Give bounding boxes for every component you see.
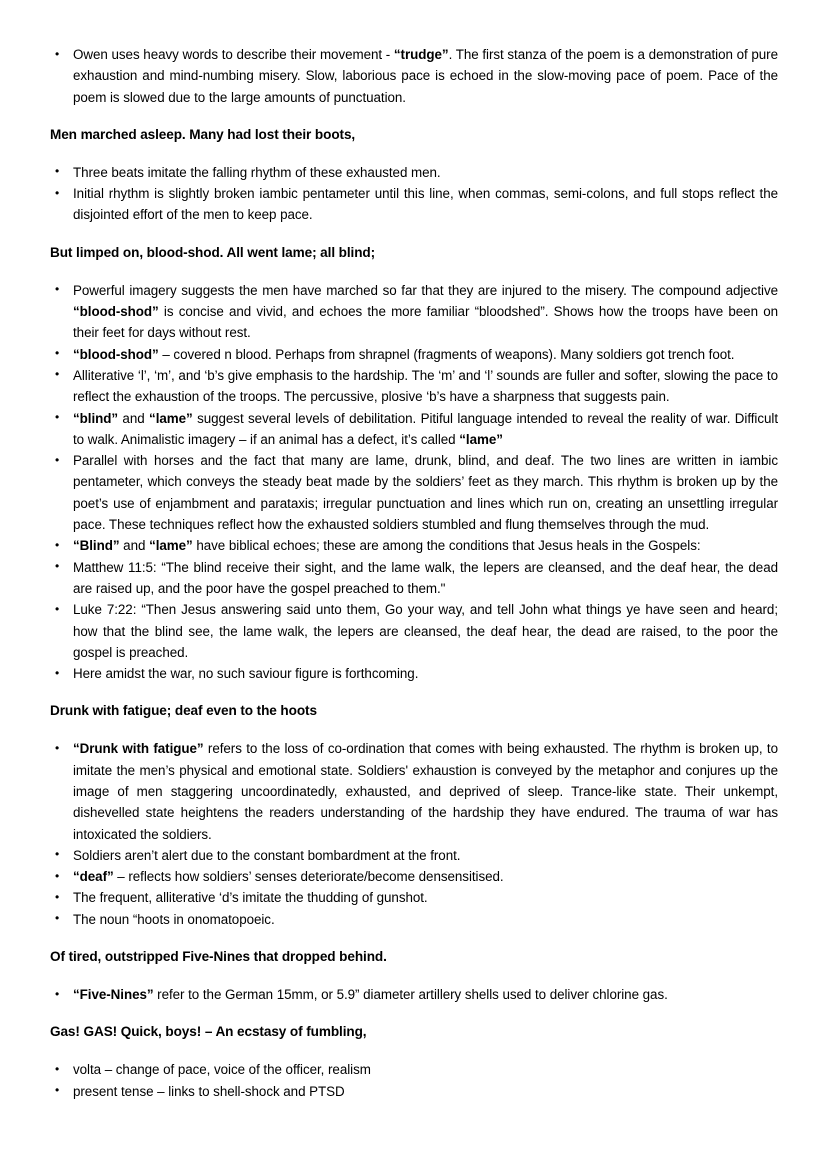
- emphasis-text: “trudge”: [393, 47, 449, 62]
- body-text: – covered n blood. Perhaps from shrapnel (fragments of weapons). Many soldiers got trench foot.: [158, 346, 735, 362]
- bullet-item: [50, 845, 778, 866]
- bullet-item: [50, 44, 778, 108]
- bullet-item: [50, 738, 778, 844]
- body-text: have biblical echoes; these are among the conditions that Jesus heals in the Gospels:: [192, 538, 701, 554]
- bullet-item: [50, 450, 778, 535]
- body-text: Alliterative ‘l’, ‘m’, and ‘b’s give emphasis to the hardship. The ‘m’ and ‘l’ sounds are fuller and softer, slowing the pace to reflect the exhaustion of the troops. The percussive, plosive ‘b’s have a sharpness that suggests pain.: [73, 367, 778, 405]
- bullet-item: [50, 1081, 778, 1102]
- body-text: Luke 7:22: “Then Jesus answering said unto them, Go your way, and tell John what things ye have seen and heard; how that the blind see, the lame walk, the lepers are cleansed, the deaf hear, the dead are raised, to the poor the gospel is preached.: [73, 602, 778, 660]
- body-text: Three beats imitate the falling rhythm of these exhausted men.: [73, 164, 441, 180]
- bullet-item: [50, 866, 778, 887]
- body-text: Parallel with horses and the fact that many are lame, drunk, blind, and deaf. The two lines are written in iambic pentameter, which conveys the steady beat made by the soldiers’ feet as they march. This rhythm is broken up by the poet’s use of enjambment and parataxis; irregular punctuation and lines which run on, creating an unsettling irregular pace. These techniques reflect how the exhausted soldiers stumbled and flung themselves through the mud.: [73, 453, 778, 533]
- emphasis-text: “lame”: [149, 538, 193, 554]
- bullet-item: [50, 887, 778, 908]
- body-text: The frequent, alliterative ‘d’s imitate the thudding of gunshot.: [73, 890, 428, 906]
- emphasis-text: “lame”: [149, 410, 193, 426]
- bullet-item: [50, 984, 778, 1005]
- body-text: . The first stanza of the poem is a demonstration of pure exhaustion and mind-numbing misery. Slow, laborious pace is echoed in the slow-moving pace of poem. Pace of the poem is slowed due to the large amounts of punctuation.: [73, 47, 778, 105]
- bullet-list: [50, 738, 778, 930]
- body-text: present tense – links to shell-shock and PTSD: [73, 1083, 345, 1099]
- body-text: Powerful imagery suggests the men have marched so far that they are injured to the misery. The compound adjective: [73, 282, 778, 298]
- poem-line-heading: Gas! GAS! Quick, boys! – An ecstasy of fumbling,: [50, 1024, 367, 1040]
- body-text: and: [118, 410, 150, 426]
- emphasis-text: “Drunk with fatigue”: [73, 741, 204, 757]
- body-text: volta – change of pace, voice of the officer, realism: [73, 1062, 371, 1078]
- bullet-item: [50, 557, 778, 600]
- document-body: [50, 44, 778, 1102]
- bullet-item: [50, 280, 778, 344]
- body-text: suggest several levels of debilitation. Pitiful language intended to reveal the reality of war. Difficult to walk. Animalistic imagery – if an animal has a defect, it’s called: [73, 410, 778, 447]
- bullet-item: [50, 408, 778, 451]
- bullet-list: [50, 984, 778, 1005]
- body-text: Here amidst the war, no such saviour figure is forthcoming.: [73, 666, 419, 682]
- body-text: Owen uses heavy words to describe their movement -: [73, 47, 394, 62]
- bullet-list: [50, 1059, 778, 1102]
- emphasis-text: “Blind”: [73, 538, 120, 554]
- emphasis-text: “Five-Nines”: [73, 987, 154, 1003]
- emphasis-text: “deaf”: [73, 869, 114, 885]
- body-text: The noun “hoots in onomatopoeic.: [73, 911, 275, 927]
- bullet-item: [50, 909, 778, 930]
- bullet-item: [50, 535, 778, 556]
- emphasis-text: “blood-shod”: [73, 346, 159, 362]
- body-text: is concise and vivid, and echoes the more familiar “bloodshed”. Shows how the troops have been on their feet for days without rest.: [73, 304, 778, 341]
- poem-line-heading: Of tired, outstripped Five-Nines that dropped behind.: [50, 949, 387, 965]
- body-text: Soldiers aren’t alert due to the constant bombardment at the front.: [73, 847, 461, 863]
- body-text: refers to the loss of co-ordination that comes with being exhausted. The rhythm is broken up, to imitate the men’s physical and emotional state. Soldiers' exhaustion is conveyed by the metaphor and conjures up the image of men staggering uncoordinatedly, exhausted, and deprived of sleep. Trance-like state. Their unkempt, dishevelled state heightens the readers understanding of the hardship they have endured. The trauma of war has intoxicated the soldiers.: [73, 741, 779, 842]
- body-text: and: [119, 538, 150, 554]
- bullet-list: [50, 44, 778, 108]
- bullet-item: [50, 365, 778, 408]
- bullet-item: [50, 162, 778, 183]
- bullet-list: [50, 280, 778, 685]
- emphasis-text: “blind”: [73, 410, 119, 426]
- body-text: Initial rhythm is slightly broken iambic pentameter until this line, when commas, semi-colons, and full stops reflect the disjointed effort of the men to keep pace.: [73, 186, 778, 223]
- body-text: Matthew 11:5: “The blind receive their sight, and the lame walk, the lepers are cleansed, and the deaf hear, the dead are raised up, and the poor have the gospel preached to them.": [73, 559, 778, 596]
- poem-line-heading: Men marched asleep. Many had lost their boots,: [50, 126, 356, 142]
- body-text: – reflects how soldiers’ senses deteriorate/become densensitised.: [113, 869, 504, 885]
- emphasis-text: “blood-shod”: [73, 304, 159, 320]
- bullet-item: [50, 183, 778, 226]
- poem-line-heading: But limped on, blood-shod. All went lame; all blind;: [50, 244, 376, 260]
- bullet-item: [50, 1059, 778, 1080]
- bullet-item: [50, 344, 778, 365]
- bullet-item: [50, 663, 778, 684]
- bullet-list: [50, 162, 778, 226]
- bullet-item: [50, 599, 778, 663]
- poem-line-heading: Drunk with fatigue; deaf even to the hoots: [50, 703, 317, 719]
- body-text: refer to the German 15mm, or 5.9” diameter artillery shells used to deliver chlorine gas.: [153, 987, 668, 1003]
- emphasis-text: “lame”: [459, 431, 503, 447]
